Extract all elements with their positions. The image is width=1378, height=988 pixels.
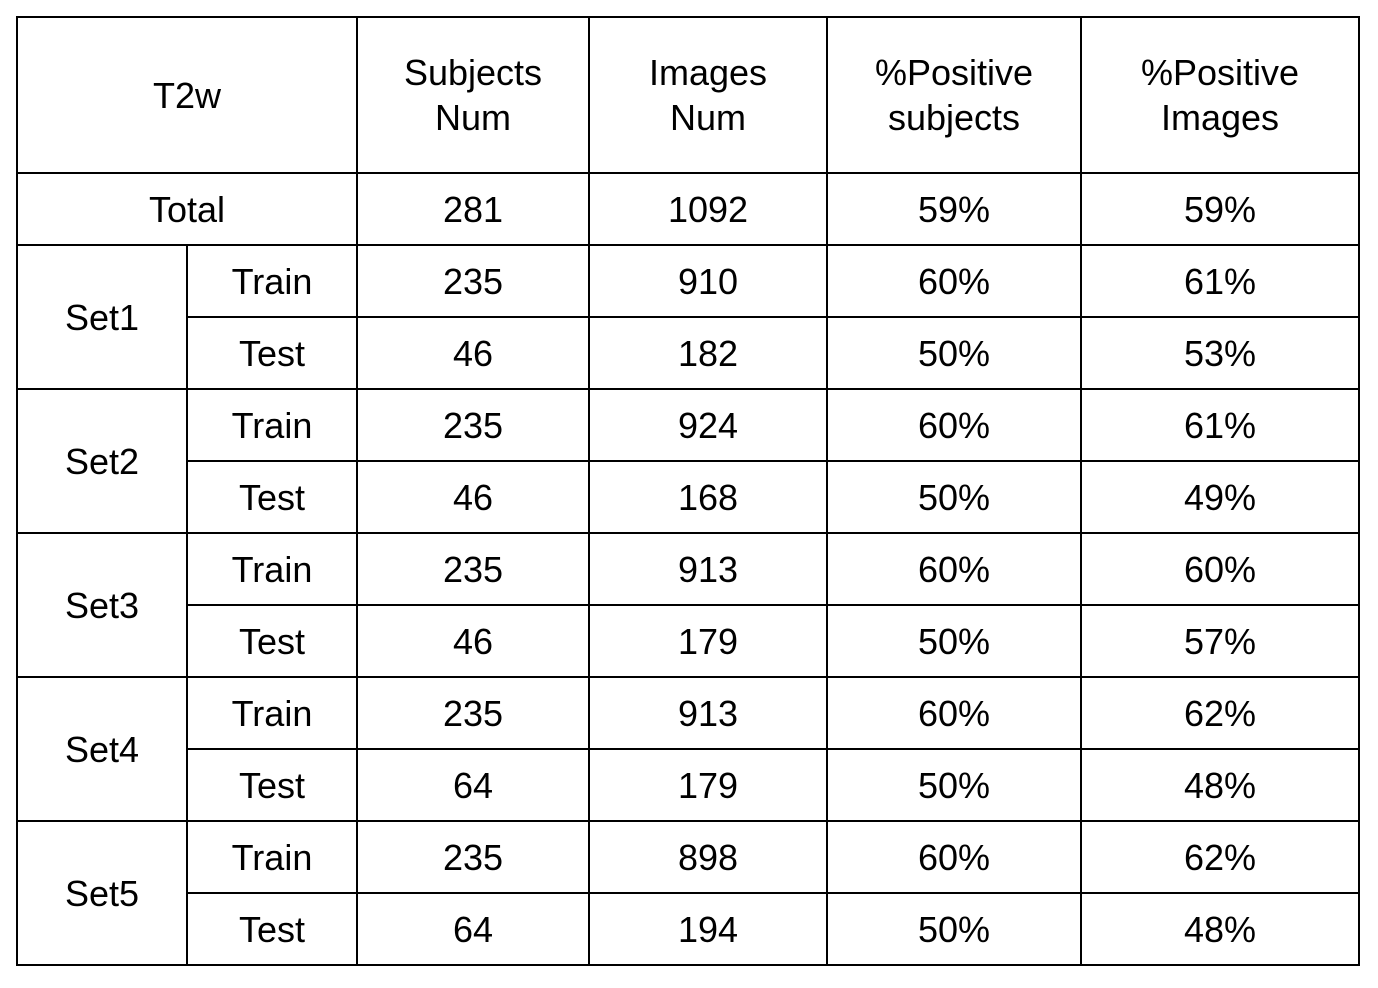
value-cell: 60% — [827, 245, 1081, 317]
value-cell: 235 — [357, 821, 589, 893]
value-cell: 924 — [589, 389, 827, 461]
value-cell: 60% — [827, 677, 1081, 749]
column-header-line: Images — [648, 52, 768, 93]
value-cell: 179 — [589, 605, 827, 677]
value-cell: 50% — [827, 893, 1081, 965]
table-row — [17, 533, 1359, 605]
value-cell: 62% — [1081, 821, 1359, 893]
value-cell: 168 — [589, 461, 827, 533]
value-cell: 60% — [827, 821, 1081, 893]
value-cell: 48% — [1081, 893, 1359, 965]
split-label-cell: Train — [187, 677, 357, 749]
total-value-cell: 59% — [1081, 173, 1359, 245]
value-cell: 48% — [1081, 749, 1359, 821]
value-cell: 235 — [357, 677, 589, 749]
set-name-cell: Set2 — [17, 389, 187, 533]
value-cell: 913 — [589, 677, 827, 749]
value-cell: 60% — [827, 389, 1081, 461]
value-cell: 898 — [589, 821, 827, 893]
value-cell: 235 — [357, 533, 589, 605]
table-row — [17, 317, 1359, 389]
split-label-cell: Test — [187, 605, 357, 677]
column-header-line: Num — [670, 97, 747, 138]
value-cell: 50% — [827, 749, 1081, 821]
value-cell: 61% — [1081, 389, 1359, 461]
split-label-cell: Train — [187, 821, 357, 893]
column-header-line: Subjects — [403, 52, 543, 93]
value-cell: 57% — [1081, 605, 1359, 677]
value-cell: 194 — [589, 893, 827, 965]
value-cell: 913 — [589, 533, 827, 605]
table-row — [17, 893, 1359, 965]
total-value-cell: 281 — [357, 173, 589, 245]
column-header-line: Num — [435, 97, 512, 138]
column-header-positive-subjects — [827, 17, 1081, 173]
total-value-cell: 1092 — [589, 173, 827, 245]
value-cell: 46 — [357, 605, 589, 677]
split-label-cell: Test — [187, 317, 357, 389]
split-label-cell: Train — [187, 533, 357, 605]
set-name-cell: Set1 — [17, 245, 187, 389]
dataset-table — [16, 16, 1360, 966]
table-row — [17, 749, 1359, 821]
table-row — [17, 245, 1359, 317]
column-header-line: %Positive — [1140, 52, 1300, 93]
value-cell: 50% — [827, 317, 1081, 389]
column-header-line: Images — [1160, 97, 1280, 138]
column-header-images-num — [589, 17, 827, 173]
value-cell: 61% — [1081, 245, 1359, 317]
total-value-cell: 59% — [827, 173, 1081, 245]
column-header-line: subjects — [887, 97, 1021, 138]
split-label-cell: Train — [187, 245, 357, 317]
value-cell: 235 — [357, 245, 589, 317]
table-body — [17, 17, 1359, 965]
table-row — [17, 389, 1359, 461]
table-row — [17, 677, 1359, 749]
column-header-line: %Positive — [874, 52, 1034, 93]
split-label-cell: Test — [187, 749, 357, 821]
value-cell: 62% — [1081, 677, 1359, 749]
value-cell: 64 — [357, 893, 589, 965]
split-label-cell: Test — [187, 461, 357, 533]
table-row — [17, 605, 1359, 677]
split-label-cell: Test — [187, 893, 357, 965]
value-cell: 49% — [1081, 461, 1359, 533]
value-cell: 910 — [589, 245, 827, 317]
value-cell: 235 — [357, 389, 589, 461]
value-cell: 50% — [827, 461, 1081, 533]
table-row — [17, 461, 1359, 533]
value-cell: 60% — [827, 533, 1081, 605]
corner-header-cell: T2w — [17, 17, 357, 173]
column-header-subjects-num — [357, 17, 589, 173]
column-header-positive-images — [1081, 17, 1359, 173]
value-cell: 60% — [1081, 533, 1359, 605]
value-cell: 64 — [357, 749, 589, 821]
value-cell: 46 — [357, 461, 589, 533]
header-row — [17, 17, 1359, 173]
total-row — [17, 173, 1359, 245]
split-label-cell: Train — [187, 389, 357, 461]
set-name-cell: Set3 — [17, 533, 187, 677]
set-name-cell: Set4 — [17, 677, 187, 821]
set-name-cell: Set5 — [17, 821, 187, 965]
value-cell: 179 — [589, 749, 827, 821]
total-label-cell: Total — [17, 173, 357, 245]
value-cell: 46 — [357, 317, 589, 389]
table-row — [17, 821, 1359, 893]
value-cell: 182 — [589, 317, 827, 389]
value-cell: 50% — [827, 605, 1081, 677]
value-cell: 53% — [1081, 317, 1359, 389]
